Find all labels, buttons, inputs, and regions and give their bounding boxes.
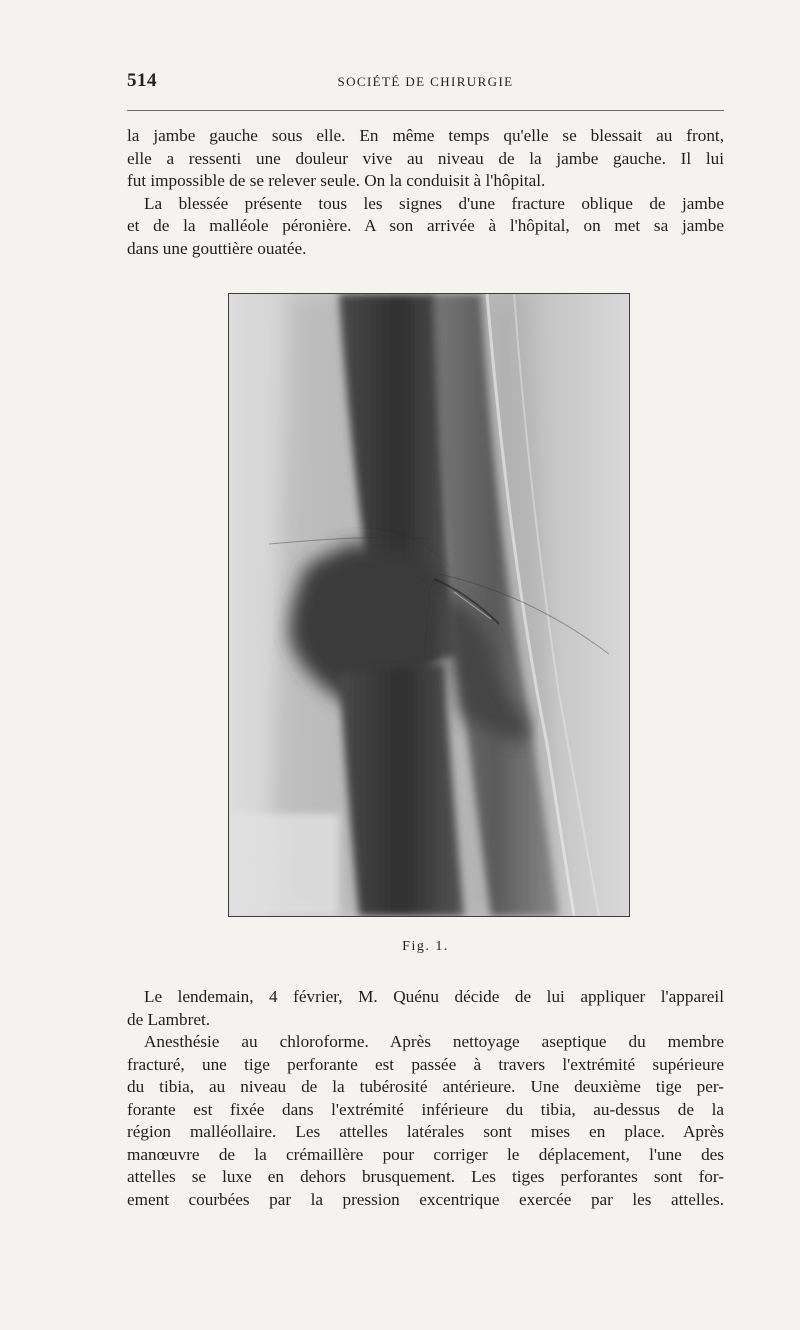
- text-line: de Lambret.: [127, 1009, 211, 1029]
- page-header: [127, 70, 724, 96]
- body-text: [127, 986, 724, 1211]
- text-line: du tibia, au niveau de la tubérosité antérieure. Une deuxième tige per-: [127, 1077, 724, 1096]
- paragraph: [127, 1031, 724, 1211]
- text-line: ement courbées par la pression excentrique exercée par les attelles.: [127, 1189, 724, 1209]
- text-line: Anesthésie au chloroforme. Après nettoyage aseptique du membre: [144, 1032, 724, 1051]
- text-line: forante est fixée dans l'extrémité inférieure du tibia, au-dessus de la: [127, 1099, 724, 1119]
- text-line: fut impossible de se relever seule. On la conduisit à l'hôpital.: [127, 171, 546, 190]
- page-number: 514: [127, 70, 157, 91]
- text-line: La blessée présente tous les signes d'une fracture oblique de jambe: [144, 193, 724, 213]
- text-line: région malléollaire. Les attelles latérales sont mises en place. Après: [127, 1122, 724, 1141]
- running-title: SOCIÉTÉ DE CHIRURGIE: [337, 74, 514, 89]
- text-line: et de la malléole péronière. A son arrivée à l'hôpital, on met sa jambe: [127, 216, 724, 235]
- text-line: fracturé, une tige perforante est passée à travers l'extrémité supérieure: [127, 1054, 724, 1074]
- paragraph: [127, 986, 724, 1031]
- radiograph-image: [229, 294, 629, 916]
- text-line: la jambe gauche sous elle. En même temps qu'elle se blessait au front,: [127, 126, 724, 145]
- header-rule: [127, 110, 724, 111]
- text-line: Le lendemain, 4 février, M. Quénu décide de lui appliquer l'appareil: [144, 987, 724, 1006]
- text-line: elle a ressenti une douleur vive au niveau de la jambe gauche. Il lui: [127, 148, 724, 168]
- radiograph-figure: [228, 293, 630, 917]
- text-line: manœuvre de la crémaillère pour corriger le déplacement, l'une des: [127, 1144, 724, 1164]
- intro-text: [127, 125, 724, 260]
- text-line: attelles se luxe en dehors brusquement. Les tiges perforantes sont for-: [127, 1167, 724, 1186]
- paragraph: [127, 193, 724, 261]
- text-line: dans une gouttière ouatée.: [127, 238, 307, 258]
- figure-caption: Fig. 1.: [402, 939, 449, 954]
- paragraph-continuation: [127, 125, 724, 193]
